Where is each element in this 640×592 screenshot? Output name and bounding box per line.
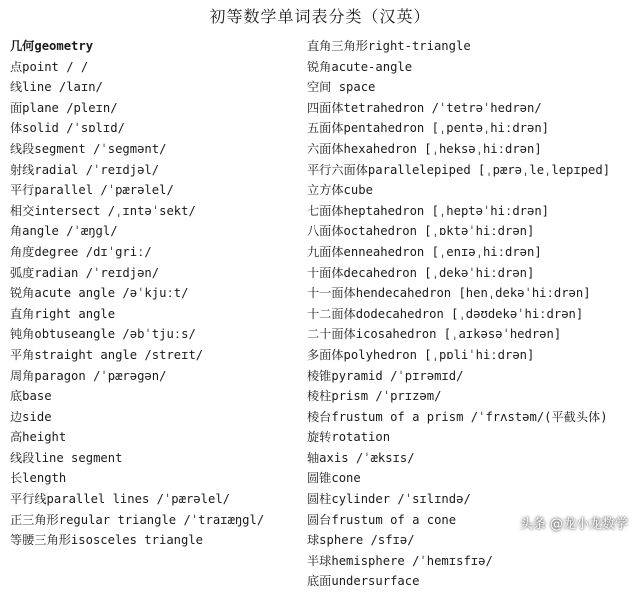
vocab-row: 四面体tetrahedron /ˈtetrəˈhedrən/ (307, 100, 542, 115)
vocab-row: 点point / / (10, 59, 89, 74)
watermark-text: 头条 @龙小龙数学 (519, 517, 628, 532)
vocab-row: 底base (10, 389, 52, 404)
vocab-row: 空间 space (307, 80, 376, 95)
vocab-row: 半球hemisphere /ˈhemɪsfɪə/ (307, 553, 493, 568)
watermark (502, 513, 628, 532)
section-heading: 几何geometry (10, 39, 94, 53)
vocab-row: 体solid /ˈsɒlɪd/ (10, 121, 125, 136)
vocab-row: 圆锥cone (307, 471, 361, 486)
page-title: 初等数学单词表分类（汉英） (209, 7, 431, 26)
vocab-row: 平行六面体parallelepiped [ˌpærəˌleˌlepɪped] (307, 162, 611, 177)
vocab-row: 棱柱prism /ˈprɪzəm/ (307, 389, 442, 404)
vocab-row: 轴axis /ˈæksɪs/ (307, 450, 415, 465)
vocab-row: 高height (10, 430, 67, 445)
vocab-row: 六面体hexahedron [ˌheksəˌhiːdrən] (307, 141, 542, 156)
vocab-row: 钝角obtuseangle /əbˈtjuːs/ (10, 327, 196, 342)
vocab-row: 五面体pentahedron [ˌpentəˌhiːdrən] (307, 121, 550, 136)
vocab-row: 线段segment /ˈsegmənt/ (10, 141, 167, 156)
vocab-row: 平行parallel /ˈpærəlel/ (10, 183, 174, 198)
vocab-row: 弧度radian /ˈreɪdjən/ (10, 265, 160, 280)
vocab-row: 线段line segment (10, 450, 123, 465)
vocab-row: 相交intersect /ˌɪntəˈsekt/ (10, 203, 196, 218)
vocab-row: 十二面体dodecahedron [ˌdəʊdekəˈhiːdrən] (307, 306, 584, 321)
vocab-row: 圆柱cylinder /ˈsɪlɪndə/ (307, 492, 471, 507)
vocab-row: 直角right angle (10, 306, 116, 321)
vocab-row: 正三角形regular triangle /ˈtraɪæŋgl/ (10, 512, 265, 527)
vocab-row: 线line /laɪn/ (10, 80, 103, 95)
right-word-column (307, 36, 637, 592)
vocab-row: 平行线parallel lines /ˈpærəlel/ (10, 492, 230, 507)
vocab-row: 射线radial /ˈreɪdjəl/ (10, 162, 160, 177)
vocab-row: 底面undersurface (307, 574, 420, 589)
vocab-row: 边side (10, 409, 52, 424)
vocab-row: 锐角acute-angle (307, 59, 413, 74)
vocab-row: 棱台frustum of a prism /ˈfrʌstəm/(平截头体) (307, 409, 608, 424)
vocab-row: 球sphere /sfɪə/ (307, 533, 415, 548)
vocab-row: 直角三角形right-triangle (307, 39, 471, 53)
vocab-row: 十面体decahedron [ˌdekəˈhiːdrən] (307, 265, 535, 280)
vocab-row: 等腰三角形isosceles triangle (10, 533, 204, 548)
vocab-row: 十一面体hendecahedron [henˌdekəˈhiːdrən] (307, 286, 591, 301)
vocab-row: 棱锥pyramid /ˈpɪrəmɪd/ (307, 368, 464, 383)
vocab-row: 角度degree /dɪˈgriː/ (10, 244, 152, 259)
vocab-row: 角angle /ˈæŋgl/ (10, 224, 118, 239)
vocab-row: 多面体polyhedron [ˌpɒliˈhiːdrən] (307, 347, 535, 362)
vocab-row: 旋转rotation (307, 430, 391, 445)
vocab-row: 立方体cube (307, 183, 373, 198)
toutiao-logo-icon (502, 516, 516, 530)
vocab-row: 周角paragon /ˈpærəgən/ (10, 368, 167, 383)
vocab-row: 平角straight angle /streɪt/ (10, 347, 204, 362)
left-word-column (10, 36, 300, 551)
vocab-row: 九面体enneahedron [ˌenɪəˌhiːdrən] (307, 244, 542, 259)
vocab-row: 八面体octahedron [ˌɒktəˈhiːdrən] (307, 224, 535, 239)
vocab-row: 面plane /pleɪn/ (10, 100, 118, 115)
vocab-row: 圆台frustum of a cone (307, 512, 457, 527)
vocab-row: 七面体heptahedron [ˌheptəˈhiːdrən] (307, 203, 550, 218)
vocab-row: 锐角acute angle /əˈkjuːt/ (10, 286, 189, 301)
vocab-row: 二十面体icosahedron [ˌaɪkəsəˈhedrən] (307, 327, 562, 342)
vocab-row: 长length (10, 471, 67, 486)
